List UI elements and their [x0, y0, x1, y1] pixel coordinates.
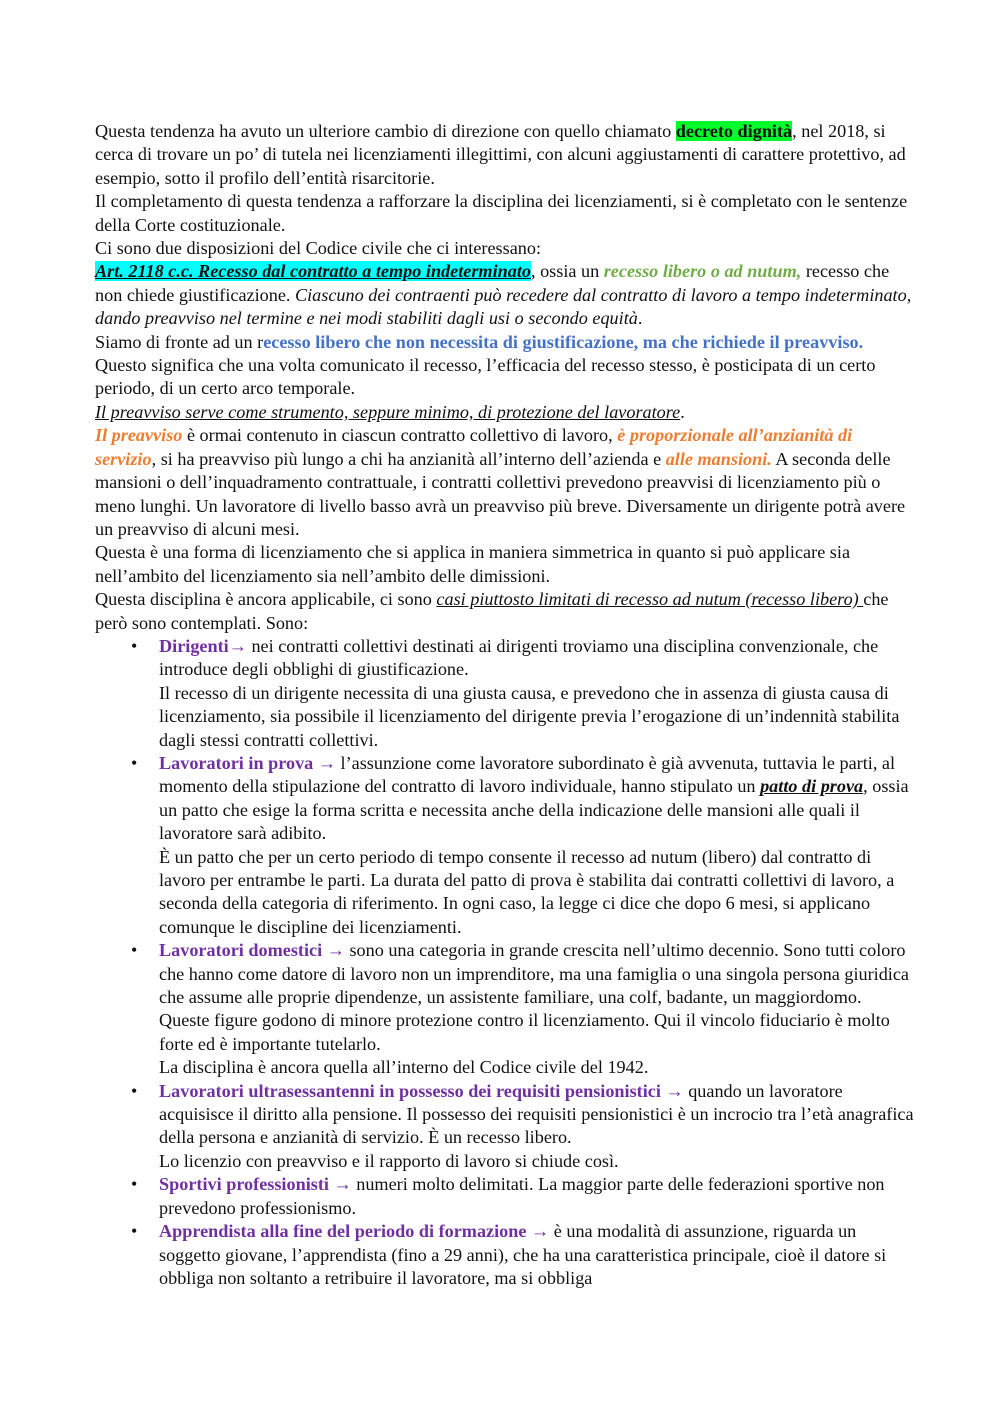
paragraph-corte-costituzionale: Il completamento di questa tendenza a rafforzare la disciplina dei licenziamenti, si è completato con le sentenze della Corte costituzionale. [95, 191, 908, 235]
list-item-apprendista: • Apprendista alla fine del periodo di formazione → è una modalità di assunzione, riguarda un soggetto giovane, l’apprendista (fino a 29 anni), che ha una caratteristica principale, cioè il datore si obbliga non soltanto a retribuire il lavoratore, ma si obbliga [159, 1220, 915, 1290]
arrow-icon: → [531, 1221, 550, 1242]
arrow-icon: → [317, 752, 336, 773]
arrow-icon: → [665, 1080, 684, 1101]
highlight-decreto-dignita: decreto dignità [675, 121, 793, 141]
list-item-lavoratori-domestici: • Lavoratori domestici → sono una categoria in grande crescita nell’ultimo decennio. Sono tutti coloro che hanno come datore di lavoro non un imprenditore, ma una famiglia o una singola persona giuridica che assume alle proprie dipendenze, un assistente familiare, una colf, badante, un maggiordomo. Queste figure godono di minore protezione contro il licenziamento. Qui il vincolo fiduciario è molto forte ed è importante tutelarlo. La disciplina è ancora quella all’interno del Codice civile del 1942. [159, 939, 915, 1079]
green-recesso-libero: recesso libero o ad nutum, [603, 261, 802, 282]
paragraph-simmetrica: Questa è una forma di licenziamento che si applica in maniera simmetrica in quanto si può applicare sia nell’ambito del licenziamento sia nell’ambito delle dimissioni. [95, 542, 851, 586]
bullet-list [95, 635, 915, 1290]
arrow-icon: → [333, 1174, 352, 1195]
paragraph-decreto-dignita: Questa tendenza ha avuto un ulteriore cambio di direzione con quello chiamato decreto dignità, nel 2018, si cerca di trovare un po’ di tutela nei licenziamenti illegittimi, con alcuni aggiustamenti di carattere protettivo, ad esempio, sotto il profilo dell’entità risarcitorie. [95, 121, 906, 188]
list-item-sportivi: • Sportivi professionisti → numeri molto delimitati. La maggior parte delle federazioni sportive non prevedono professionismo. [159, 1173, 915, 1220]
paragraph-disposizioni: Ci sono due disposizioni del Codice civile che ci interessano: [95, 238, 542, 259]
paragraph-casi-limitati: Questa disciplina è ancora applicabile, ci sono casi piuttosto limitati di recesso ad nutum (recesso libero) che però sono contemplati. Sono: [95, 589, 889, 633]
paragraph-recesso-libero: Siamo di fronte ad un recesso libero che non necessita di giustificazione, ma che richiede il preavviso. Questo significa che una volta comunicato il recesso, l’efficacia del recesso stesso, è posticipata di un certo periodo, di un certo arco temporale. [95, 331, 876, 399]
list-item-ultrasessantenni: • Lavoratori ultrasessantenni in possesso dei requisiti pensionistici → quando un lavoratore acquisisce il diritto alla pensione. Il possesso dei requisiti pensionistici è un incrocio tra l’età anagrafica della persona e anzianità di servizio. È un recesso libero. Lo licenzio con preavviso e il rapporto di lavoro si chiude così. [159, 1080, 915, 1174]
highlight-art-2118: Art. 2118 c.c. Recesso dal contratto a tempo indeterminato [95, 261, 531, 282]
blue-recesso-preavviso: ecesso libero che non necessita di giustificazione, ma che richiede il preavviso. [263, 331, 864, 352]
quote-art-2118: Ciascuno dei contraenti può recedere dal contratto di lavoro a tempo indeterminato, dando preavviso nel termine e nei modi stabiliti dagli usi o secondo equità [95, 284, 912, 329]
paragraph-preavviso-strumento: Il preavviso serve come strumento, seppure minimo, di protezione del lavoratore. [95, 401, 685, 422]
paragraph-art-2118: Art. 2118 c.c. Recesso dal contratto a tempo indeterminato, ossia un recesso libero o ad nutum, recesso che non chiede giustificazione. Ciascuno dei contraenti può recedere dal contratto di lavoro a tempo indeterminato, dando preavviso nel termine e nei modi stabiliti dagli usi o secondo equità. [95, 261, 912, 329]
list-item-lavoratori-in-prova: • Lavoratori in prova → l’assunzione come lavoratore subordinato è già avvenuta, tuttavia le parti, al momento della stipulazione del contratto di lavoro individuale, hanno stipulato un patto di prova, ossia un patto che esige la forma scritta e necessita anche della indicazione delle mansioni alle quali il lavoratore sarà adibito. È un patto che per un certo periodo di tempo consente il recesso ad nutum (libero) dal contratto di lavoro per entrambe le parti. La durata del patto di prova è stabilita dai contratti collettivi di lavoro, a seconda della categoria di riferimento. In ogni caso, la legge ci dice che dopo 6 mesi, si applicano comunque le discipline dei licenziamenti. [159, 752, 915, 939]
paragraph-preavviso-contratto: Il preavviso è ormai contenuto in ciascun contratto collettivo di lavoro, è proporzionale all’anzianità di servizio, si ha preavviso più lungo a chi ha anzianità all’interno dell’azienda e alle mansioni. A seconda delle mansioni o dell’inquadramento contrattuale, i contratti collettivi prevedono preavvisi di licenziamento più o meno lunghi. Un lavoratore di livello basso avrà un preavviso più breve. Diversamente un dirigente potrà avere un preavviso di alcuni mesi. [95, 425, 906, 539]
arrow-icon: → [228, 635, 247, 656]
arrow-icon: → [326, 940, 345, 961]
document-page [95, 120, 915, 1290]
list-item-dirigenti: • Dirigenti→ nei contratti collettivi destinati ai dirigenti troviamo una disciplina convenzionale, che introduce degli obblighi di giustificazione. Il recesso di un dirigente necessita di una giusta causa, e prevedono che in assenza di giusta causa di licenziamento, sia possibile il licenziamento del dirigente previa l’erogazione di un’indennità stabilita dagli stessi contratti collettivi. [159, 635, 915, 752]
